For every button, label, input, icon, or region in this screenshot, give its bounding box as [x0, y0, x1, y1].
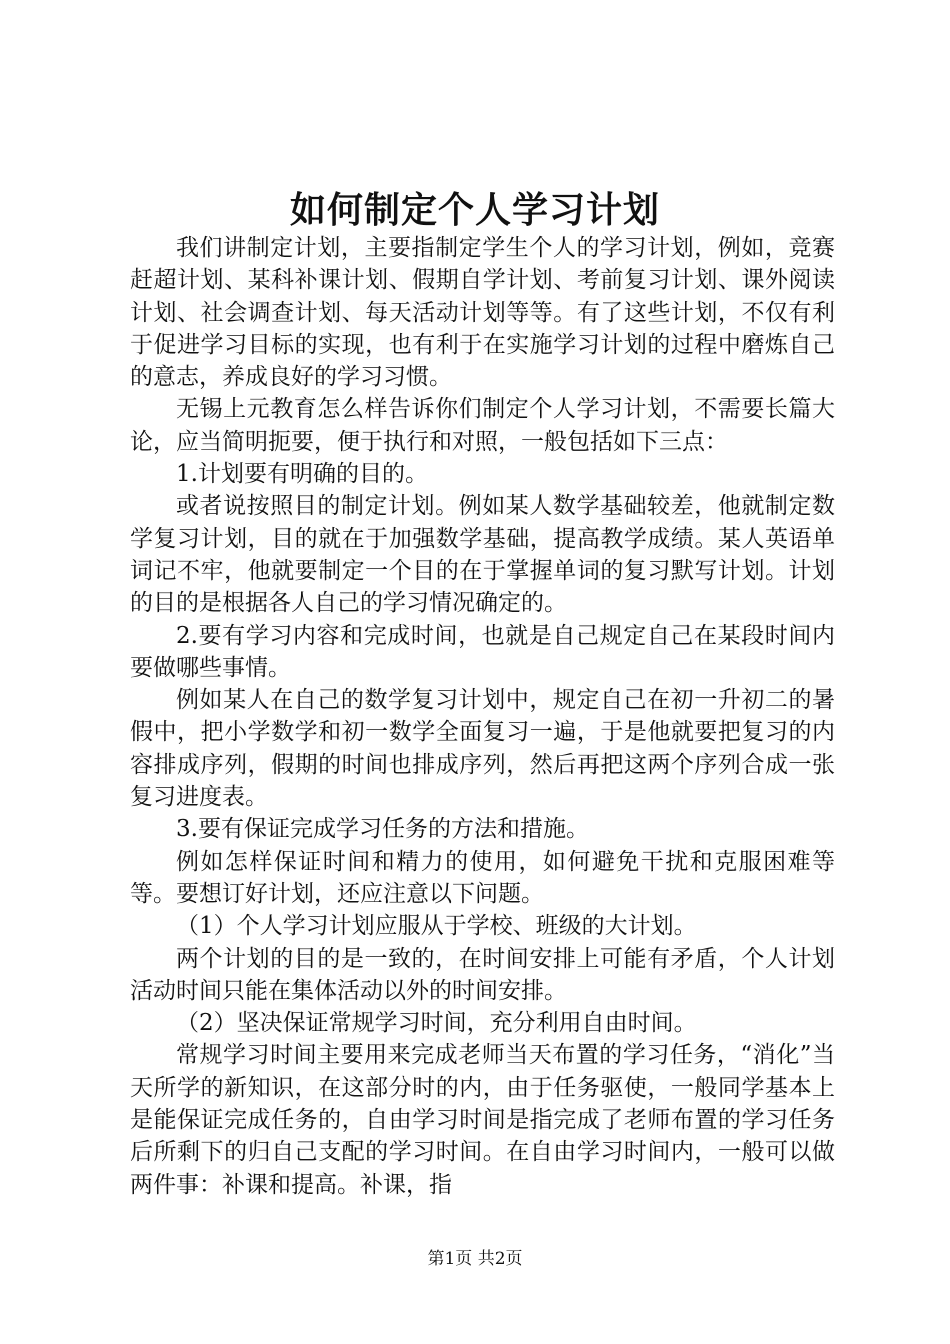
paragraph: 常规学习时间主要用来完成老师当天布置的学习任务，“消化”当天所学的新知识，在这部分时的内，由于任务驱使，一般同学基本上是能保证完成任务的，自由学习时间是指完成了老师布置的学习任务后所剩下的归自己支配的学习时间。在自由学习时间内，一般可以做两件事：补课和提高。补课，指	[130, 1042, 835, 1198]
document-title: 如何制定个人学习计划	[289, 190, 660, 231]
document-body	[130, 232, 835, 1201]
list-heading: 3.要有保证完成学习任务的方法和措施。	[176, 816, 589, 843]
paragraph: 两个计划的目的是一致的，在时间安排上可能有矛盾，个人计划活动时间只能在集体活动以外的时间安排。	[130, 945, 835, 1004]
sub-heading: （2）坚决保证常规学习时间，充分利用自由时间。	[176, 1010, 697, 1037]
list-heading: 1.计划要有明确的目的。	[176, 461, 428, 488]
paragraph: 或者说按照目的制定计划。例如某人数学基础较差，他就制定数学复习计划，目的就在于加强数学基础，提高教学成绩。某人英语单词记不牢，他就要制定一个目的在于掌握单词的复习默写计划。计划的目的是根据各人自己的学习情况确定的。	[130, 493, 835, 617]
paragraph: 例如怎样保证时间和精力的使用，如何避免干扰和克服困难等等。要想订好计划，还应注意以下问题。	[130, 848, 835, 907]
list-heading: 2.要有学习内容和完成时间，也就是自己规定自己在某段时间内要做哪些事情。	[130, 622, 835, 681]
page-footer: 第1页 共2页	[427, 1249, 523, 1269]
sub-heading: （1）个人学习计划应服从于学校、班级的大计划。	[176, 913, 697, 940]
paragraph: 我们讲制定计划，主要指制定学生个人的学习计划，例如，竞赛赶超计划、某科补课计划、假期自学计划、考前复习计划、课外阅读计划、社会调查计划、每天活动计划等等。有了这些计划，不仅有利于促进学习目标的实现，也有利于在实施学习计划的过程中磨炼自己的意志，养成良好的学习习惯。	[130, 235, 835, 391]
paragraph: 无锡上元教育怎么样告诉你们制定个人学习计划，不需要长篇大论，应当简明扼要，便于执行和对照，一般包括如下三点：	[130, 396, 835, 455]
paragraph: 例如某人在自己的数学复习计划中，规定自己在初一升初二的暑假中，把小学数学和初一数学全面复习一遍，于是他就要把复习的内容排成序列，假期的时间也排成序列，然后再把这两个序列合成一张复习进度表。	[130, 687, 835, 811]
